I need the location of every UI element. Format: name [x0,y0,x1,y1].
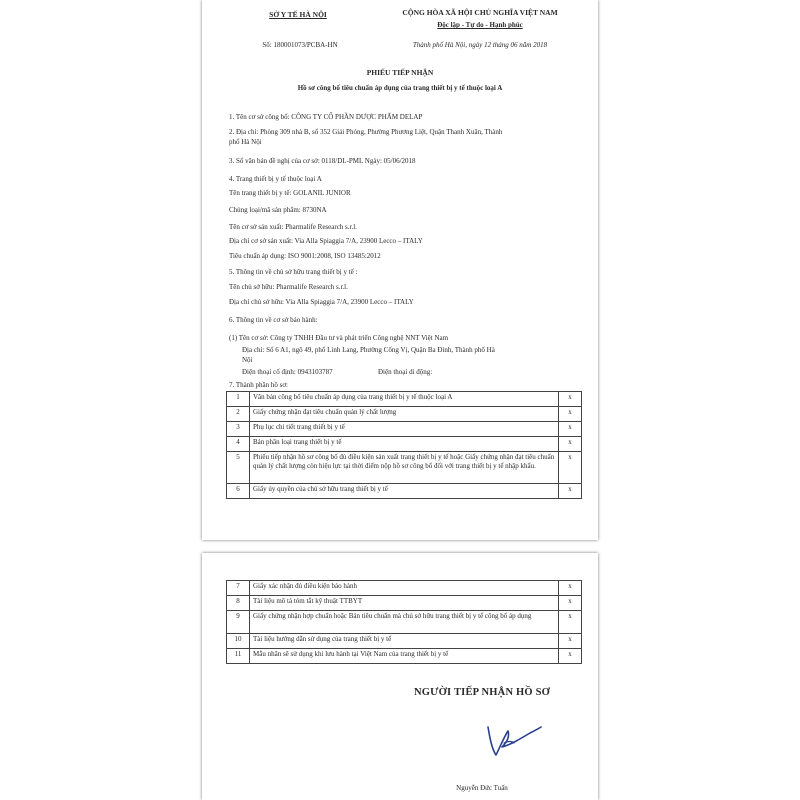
row-text: Giấy xác nhận đủ điều kiện bảo hành [250,581,559,596]
document-subtitle: Hồ sơ công bố tiêu chuẩn áp dụng của trang thiết bị y tế thuộc loại A [297,84,503,92]
table-row [227,611,582,634]
field-warranty-mobile: Điện thoại di động: [378,368,433,376]
dossier-table-part1 [226,391,582,499]
table-row [227,407,582,422]
row-text: Văn bản công bố tiêu chuẩn áp dụng của trang thiết bị y tế thuộc loại A [250,392,559,407]
row-text: Mẫu nhãn sẽ sử dụng khi lưu hành tại Việt Nam của trang thiết bị y tế [250,649,559,664]
row-number: 3 [227,422,250,437]
row-number: 6 [227,484,250,499]
field-device-name: Tên trang thiết bị y tế: GOLANIL JUNIOR [229,189,351,197]
issuing-authority [242,10,354,20]
field-device-model: Chủng loại/mã sản phẩm: 8730NA [229,206,327,214]
field-warranty-address-line2: Nội [242,356,253,364]
motto-text: Độc lập - Tự do - Hạnh phúc [437,21,523,29]
authority-text: SỞ Y TẾ HÀ NỘI [269,10,327,19]
document-number: Số: 180001073/PCBA-HN [262,41,338,49]
field-warranty-phone: Điện thoại cố định: 0943103787 [242,368,333,376]
table-row [227,596,582,611]
field-facility-name: 1. Tên cơ sở công bố: CÔNG TY CỔ PHẦN DƯỢC PHẨM DELAP [229,113,423,121]
row-check-mark: x [559,596,582,611]
table-row [227,437,582,452]
row-number: 1 [227,392,250,407]
table-row [227,392,582,407]
field-device-class: 4. Trang thiết bị y tế thuộc loại A [229,175,322,183]
row-check-mark: x [559,611,582,634]
field-request-number: 3. Số văn bản đề nghị của cơ sở: 0118/DL-PML Ngày: 05/06/2018 [229,157,416,165]
row-check-mark: x [559,422,582,437]
row-number: 2 [227,407,250,422]
row-number: 4 [227,437,250,452]
field-manufacturer-address: Địa chỉ cơ sở sản xuất: Via Alla Spiaggia 7/A, 23900 Lecco – ITALY [229,237,423,245]
row-text: Giấy chứng nhận hợp chuẩn hoặc Bản tiêu chuẩn mà chủ sở hữu trang thiết bị y tế công bố áp dụng [250,611,559,634]
row-text: Phụ lục chi tiết trang thiết bị y tế [250,422,559,437]
field-owner-heading: 5. Thông tin về chủ sở hữu trang thiết bị y tế : [229,268,358,276]
row-check-mark: x [559,407,582,422]
national-motto [380,21,580,30]
field-warranty-name: (1) Tên cơ sở: Công ty TNHH Đầu tư và phát triển Công nghệ NNT Việt Nam [229,334,449,342]
field-manufacturer: Tên cơ sở sản xuất: Pharmalife Research s.r.l. [229,223,357,231]
row-text: Giấy ủy quyền của chủ sở hữu trang thiết bị y tế [250,484,559,499]
field-owner-address: Địa chỉ chủ sở hữu: Via Alla Spiaggia 7/A, 23900 Lecco – ITALY [229,298,414,306]
row-check-mark: x [559,649,582,664]
row-check-mark: x [559,581,582,596]
dossier-table-part2 [226,580,582,664]
signature-scribble [474,713,544,761]
place-and-date: Thành phố Hà Nội, ngày 12 tháng 06 năm 2018 [412,41,548,49]
field-address-line2: phố Hà Nội [229,138,262,146]
document-title: PHIẾU TIẾP NHẬN [366,68,434,77]
field-address-line1: 2. Địa chỉ: Phòng 309 nhà B, số 352 Giải Phóng, Phường Phương Liệt, Quận Thanh Xuân, Thành [229,128,503,136]
field-warranty-heading: 6. Thông tin về cơ sở bảo hành: [229,316,318,324]
row-text: Giấy chứng nhận đạt tiêu chuẩn quản lý chất lượng [250,407,559,422]
row-number: 7 [227,581,250,596]
row-number: 5 [227,452,250,484]
row-number: 10 [227,634,250,649]
document-page-1 [202,0,598,540]
receiver-title: NGƯỜI TIẾP NHẬN HỒ SƠ [413,687,551,698]
row-text: Tài liệu mô tả tóm tắt kỹ thuật TTBYT [250,596,559,611]
row-check-mark: x [559,437,582,452]
row-check-mark: x [559,634,582,649]
row-text: Phiếu tiếp nhận hồ sơ công bố đủ điều kiện sản xuất trang thiết bị y tế hoặc Giấy chứng nhận đạt tiêu chuẩn quản lý chất lượng còn hiệu lực tại thời điểm nộp hồ sơ công bố đối với trang thiết bị y tế nhập khẩu. [250,452,559,484]
receiver-name: Nguyễn Đức Tuấn [456,784,508,792]
field-dossier-heading: 7. Thành phần hồ sơ: [229,381,288,389]
field-owner-name: Tên chủ sở hữu: Pharmalife Research s.r.l. [229,283,348,291]
row-number: 11 [227,649,250,664]
national-title: CỘNG HÒA XÃ HỘI CHỦ NGHĨA VIỆT NAM [402,8,558,17]
row-number: 8 [227,596,250,611]
field-warranty-address-line1: Địa chỉ: Số 6 A1, ngõ 49, phố Linh Lang, Phường Cống Vị, Quận Ba Đình, Thành phố Hà [242,346,495,354]
table-row [227,452,582,484]
row-text: Bản phân loại trang thiết bị y tế [250,437,559,452]
row-text: Tài liệu hướng dẫn sử dụng của trang thiết bị y tế [250,634,559,649]
document-page-2 [202,553,598,800]
table-row [227,649,582,664]
table-row [227,422,582,437]
table-row [227,581,582,596]
row-check-mark: x [559,392,582,407]
table-row [227,484,582,499]
field-standards: Tiêu chuẩn áp dụng: ISO 9001:2008, ISO 13485:2012 [229,252,381,260]
table-row [227,634,582,649]
row-check-mark: x [559,452,582,484]
row-number: 9 [227,611,250,634]
row-check-mark: x [559,484,582,499]
